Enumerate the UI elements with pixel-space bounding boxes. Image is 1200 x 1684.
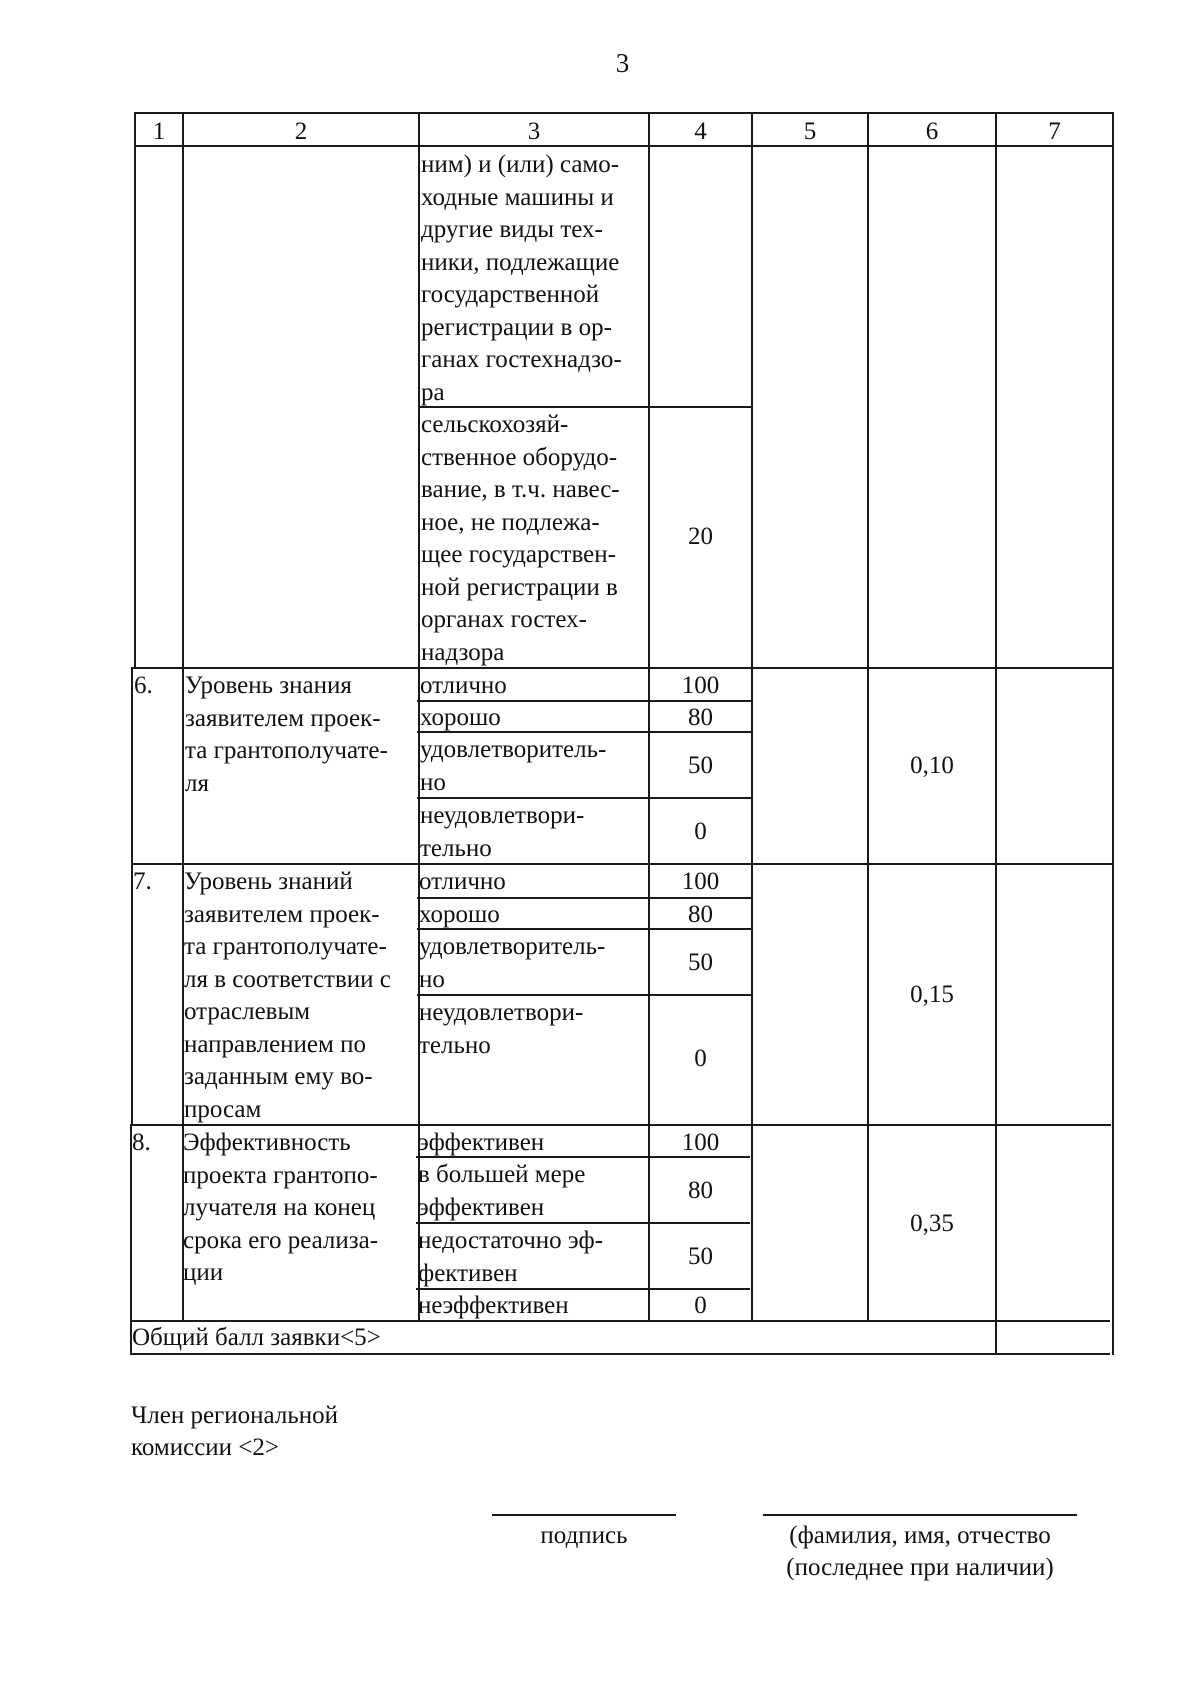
table-line bbox=[131, 667, 1112, 669]
score-value: 50 bbox=[688, 752, 713, 779]
option-text: неэффективен bbox=[418, 1292, 569, 1319]
option-text: удовлетворитель- но bbox=[419, 933, 606, 993]
option-text: эффективен bbox=[418, 1129, 545, 1156]
column-header: 1 bbox=[152, 118, 166, 145]
option-text: в большей мере эффективен bbox=[418, 1161, 586, 1221]
weight-value: 0,35 bbox=[910, 1210, 954, 1237]
column-header: 5 bbox=[803, 118, 817, 145]
option-text: сельскохозяй- ственное оборудо- вание, в т.ч. навес- ное, не подлежа- щее государствен- ной регистрации в органах гостех- надзора bbox=[421, 411, 620, 666]
criterion-title: Эффективность проекта грантопо- лучателя на конец срока его реализа- ции bbox=[183, 1129, 379, 1286]
option-text: хорошо bbox=[419, 901, 500, 928]
signature-line bbox=[492, 1514, 676, 1516]
option-text: недостаточно эф- фективен bbox=[418, 1227, 604, 1287]
row-number: 6. bbox=[134, 672, 153, 699]
total-score-label: Общий балл заявки<5> bbox=[132, 1324, 381, 1351]
option-text: ним) и (или) само- ходные машины и другие виды тех- ники, подлежащие государственной регистрации в ор- ганах гостехнадзо- ра bbox=[421, 151, 622, 406]
option-text: хорошо bbox=[420, 704, 501, 731]
score-value: 50 bbox=[688, 1243, 713, 1270]
criterion-title: Уровень знания заявителем проек- та грантополучате- ля bbox=[185, 672, 388, 797]
column-header: 2 bbox=[294, 118, 308, 145]
score-value: 80 bbox=[688, 704, 713, 731]
commission-member-label: Член региональной комиссии <2> bbox=[131, 1402, 339, 1461]
weight-value: 0,15 bbox=[910, 981, 954, 1008]
criterion-title: Уровень знаний заявителем проек- та грантополучате- ля в соответствии с отраслевым направлением по заданным ему во- просам bbox=[184, 868, 391, 1123]
table-line bbox=[867, 112, 869, 1320]
score-value: 0 bbox=[694, 818, 707, 845]
page-number: 3 bbox=[615, 48, 630, 78]
option-text: удовлетворитель- но bbox=[420, 736, 607, 796]
column-header: 6 bbox=[925, 118, 939, 145]
score-value: 100 bbox=[681, 1129, 720, 1156]
name-caption: (фамилия, имя, отчество (последнее при наличии) bbox=[786, 1522, 1054, 1581]
option-text: отлично bbox=[419, 868, 506, 895]
score-value: 50 bbox=[688, 949, 713, 976]
option-text: неудовлетвори- тельно bbox=[419, 999, 584, 1059]
weight-value: 0,10 bbox=[910, 752, 954, 779]
score-value: 0 bbox=[694, 1292, 707, 1319]
score-value: 100 bbox=[681, 868, 720, 895]
option-text: отлично bbox=[420, 672, 507, 699]
row-number: 7. bbox=[133, 868, 152, 895]
score-value: 80 bbox=[688, 901, 713, 928]
column-header: 4 bbox=[694, 118, 707, 145]
row-number: 8. bbox=[132, 1129, 151, 1156]
table-line bbox=[131, 863, 1112, 865]
option-text: неудовлетвори- тельно bbox=[420, 802, 585, 862]
score-value: 0 bbox=[694, 1045, 707, 1072]
table-line bbox=[1112, 112, 1114, 1355]
column-header: 7 bbox=[1048, 118, 1061, 145]
table-line bbox=[751, 112, 753, 1320]
signature-caption: подпись bbox=[540, 1522, 628, 1549]
score-value: 20 bbox=[688, 523, 713, 550]
name-line bbox=[763, 1514, 1077, 1516]
table-line bbox=[134, 112, 136, 667]
table-line bbox=[995, 112, 997, 1355]
column-header: 3 bbox=[527, 118, 541, 145]
score-value: 80 bbox=[688, 1177, 713, 1204]
score-value: 100 bbox=[681, 672, 720, 699]
